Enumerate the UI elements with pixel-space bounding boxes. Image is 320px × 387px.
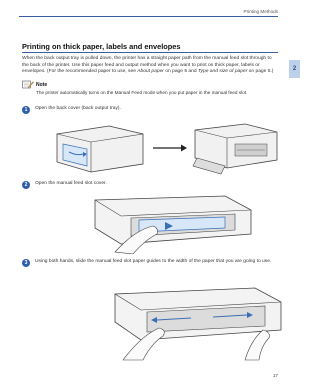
heading-rule xyxy=(22,52,278,53)
chapter-tab: 2 xyxy=(289,60,300,78)
printer-back-cover-illustration xyxy=(45,116,285,176)
paper-guides-illustration xyxy=(95,280,285,362)
step-number-badge: 2 xyxy=(22,181,30,189)
step-text: Open the back cover (back output tray). xyxy=(35,106,121,111)
step-1 xyxy=(22,106,280,114)
intro-ref-type-size: Type and size of paper xyxy=(197,69,248,75)
step-number-badge: 3 xyxy=(22,259,30,267)
intro-text-mid: on page 5 and xyxy=(163,69,198,75)
step-3 xyxy=(22,259,280,267)
note-pencil-icon xyxy=(22,80,34,89)
section-heading: Printing on thick paper, labels and envelopes xyxy=(22,42,181,51)
header-rule xyxy=(19,16,278,17)
intro-text: When the back output tray is pulled down, the printer has a straight paper path from the manual feed slot through to the back of the printer. Use this paper feed and output method when you want to print on thick paper, labels or envelopes. (For the recommended paper to use, see xyxy=(22,56,272,75)
intro-text-end: on page 5.) xyxy=(247,69,274,75)
step-number-badge: 1 xyxy=(22,106,30,114)
step-2 xyxy=(22,181,280,189)
intro-ref-about-paper: About paper xyxy=(137,69,164,75)
running-header-title: Printing Methods xyxy=(243,9,278,14)
step-text: Using both hands, slide the manual feed slot paper guides to the width of the paper that you are going to use. xyxy=(35,259,272,264)
note-text: The printer automatically turns on the Manual Feed mode when you put paper in the manual feed slot. xyxy=(36,90,248,95)
note-label: Note xyxy=(36,82,48,88)
page-number: 17 xyxy=(272,373,278,378)
step-text: Open the manual feed slot cover. xyxy=(35,181,107,186)
intro-paragraph xyxy=(22,56,277,76)
manual-feed-cover-illustration xyxy=(75,190,255,254)
